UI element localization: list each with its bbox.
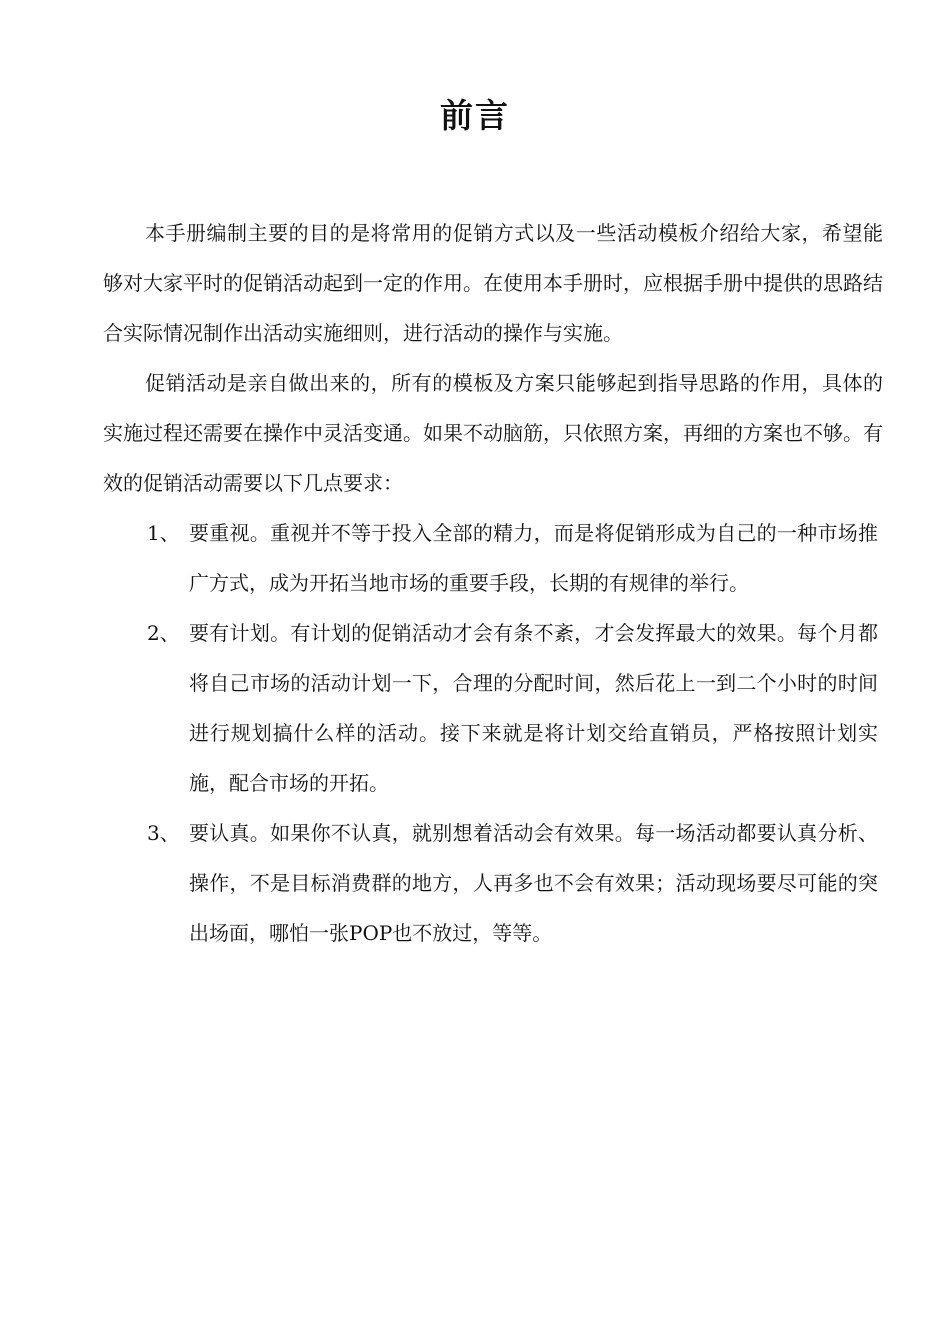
paragraph-intro: 本手册编制主要的目的是将常用的促销方式以及一些活动模板介绍给大家，希望能够对大家平时的促销活动起到一定的作用。在使用本手册时，应根据手册中提供的思路结合实际情况制作出活动实施细则，进行活动的操作与实施。 <box>103 221 883 345</box>
page-title: 前言 <box>440 96 510 135</box>
list-item-number: 3、 <box>147 821 180 845</box>
list-item-text: 要认真。如果你不认真，就别想着活动会有效果。每一场活动都要认真分析、操作，不是目标消费群的地方，人再多也不会有效果；活动现场要尽可能的突出场面，哪怕一张POP也不放过，等等。 <box>189 821 878 945</box>
list-item <box>103 808 883 958</box>
requirements-list <box>103 508 883 958</box>
document-body <box>103 208 883 958</box>
list-item-text: 要有计划。有计划的促销活动才会有条不紊，才会发挥最大的效果。每个月都将自己市场的活动计划一下，合理的分配时间，然后花上一到二个小时的时间进行规划搞什么样的活动。接下来就是将计划交给直销员，严格按照计划实施，配合市场的开拓。 <box>189 621 878 795</box>
list-item <box>103 608 883 808</box>
list-item-number: 1、 <box>147 521 180 545</box>
list-item-number: 2、 <box>147 621 180 645</box>
paragraph-requirements: 促销活动是亲自做出来的，所有的模板及方案只能够起到指导思路的作用，具体的实施过程还需要在操作中灵活变通。如果不动脑筋，只依照方案，再细的方案也不够。有效的促销活动需要以下几点要求： <box>103 371 883 495</box>
list-item-text: 要重视。重视并不等于投入全部的精力，而是将促销形成为自己的一种市场推广方式，成为开拓当地市场的重要手段，长期的有规律的举行。 <box>189 521 878 595</box>
list-item <box>103 508 883 608</box>
